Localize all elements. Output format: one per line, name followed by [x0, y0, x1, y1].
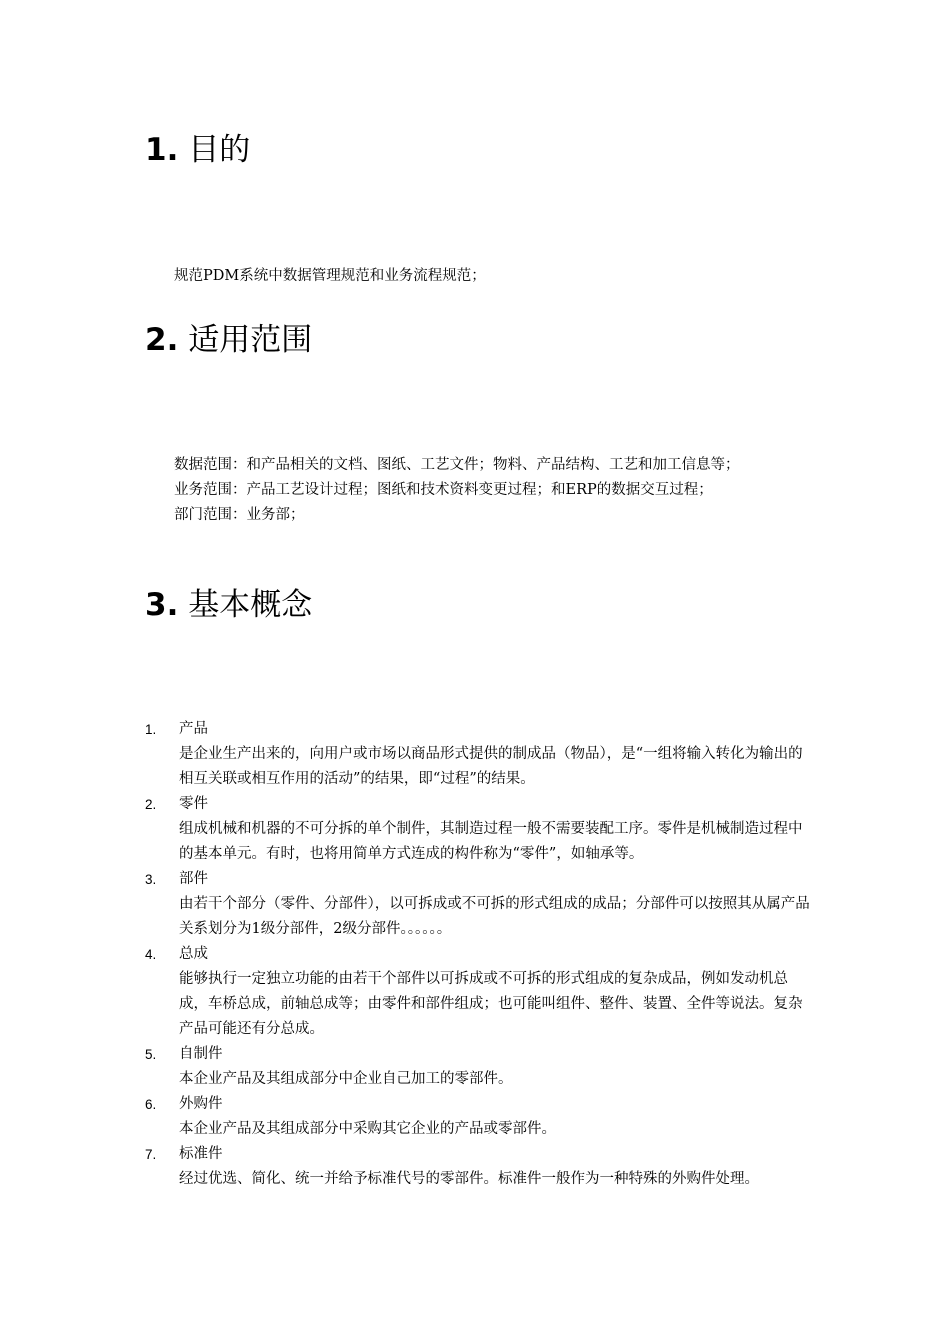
item-number: 7. [145, 1147, 157, 1162]
item-term: 总成 [179, 946, 208, 962]
scope-business: 业务范围：产品工艺设计过程；图纸和技术资料变更过程；和ERP的数据交互过程； [174, 482, 713, 498]
item-term: 标准件 [179, 1146, 223, 1162]
item-term: 产品 [179, 721, 208, 737]
section-number: 1. [145, 132, 179, 168]
item-description: 经过优选、简化、统一并给予标准代号的零部件。标准件一般作为一种特殊的外购件处理。 [179, 1171, 759, 1187]
item-number: 3. [145, 872, 157, 887]
item-description: 是企业生产出来的，向用户或市场以商品形式提供的制成品（物品），是“一组将输入转化为输出的相互关联或相互作用的活动”的结果，即“过程”的结果。 [179, 746, 803, 787]
section-heading-scope [145, 320, 312, 360]
section-number: 2. [145, 322, 179, 358]
item-number: 4. [145, 947, 157, 962]
scope-paragraph [174, 453, 814, 528]
list-item [145, 867, 815, 942]
item-number: 6. [145, 1097, 157, 1112]
section-heading-purpose [145, 130, 250, 170]
concept-list [145, 717, 815, 1192]
section-number: 3. [145, 587, 179, 623]
item-description: 本企业产品及其组成部分中企业自己加工的零部件。 [179, 1071, 513, 1087]
item-number: 1. [145, 722, 157, 737]
list-item [145, 1142, 815, 1192]
purpose-text: 规范PDM系统中数据管理规范和业务流程规范； [174, 268, 486, 284]
item-description: 能够执行一定独立功能的由若干个部件以可拆成或不可拆的形式组成的复杂成品，例如发动机总成，车桥总成，前轴总成等；由零件和部件组成；也可能叫组件、整件、装置、全件等说法。复杂产品可能还有分总成。 [179, 971, 803, 1037]
item-number: 2. [145, 797, 157, 812]
list-item [145, 1092, 815, 1142]
list-item [145, 1042, 815, 1092]
item-term: 部件 [179, 871, 208, 887]
item-description: 由若干个部分（零件、分部件），以可拆成或不可拆的形式组成的成品；分部件可以按照其从属产品关系划分为1级分部件，2级分部件。。。。。。 [179, 896, 810, 937]
list-item [145, 792, 815, 867]
section-title: 目的 [188, 132, 251, 168]
item-term: 自制件 [179, 1046, 223, 1062]
scope-department: 部门范围：业务部； [174, 507, 305, 523]
list-item [145, 942, 815, 1042]
item-description: 组成机械和机器的不可分拆的单个制件，其制造过程一般不需要装配工序。零件是机械制造过程中的基本单元。有时，也将用简单方式连成的构件称为“零件”，如轴承等。 [179, 821, 803, 862]
list-item [145, 717, 815, 792]
section-heading-concepts [145, 585, 312, 625]
section-title: 基本概念 [188, 587, 313, 623]
scope-data: 数据范围：和产品相关的文档、图纸、工艺文件；物料、产品结构、工艺和加工信息等； [174, 457, 740, 473]
item-description: 本企业产品及其组成部分中采购其它企业的产品或零部件。 [179, 1121, 556, 1137]
purpose-paragraph [174, 264, 814, 289]
item-term: 外购件 [179, 1096, 223, 1112]
section-title: 适用范围 [188, 322, 313, 358]
item-term: 零件 [179, 796, 208, 812]
item-number: 5. [145, 1047, 157, 1062]
